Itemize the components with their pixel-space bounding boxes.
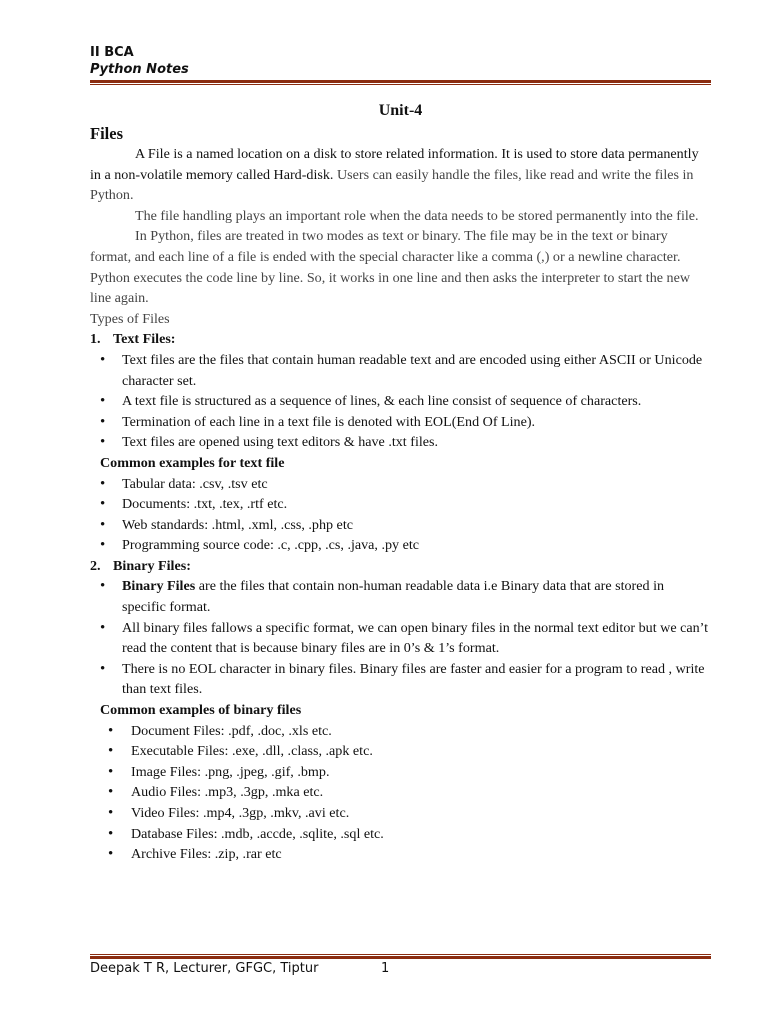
text-files-points: [90, 350, 711, 453]
list-item: • Document Files: .pdf, .doc, .xls etc.: [90, 721, 711, 742]
list-item: • Programming source code: .c, .cpp, .cs, .java, .py etc: [90, 535, 711, 556]
list-item: • Web standards: .html, .xml, .css, .php etc: [90, 515, 711, 536]
intro-text: A File is a named location on a disk to store related information. It is used to store data permanently in a non-volatile memory called Hard-disk.: [90, 146, 699, 183]
text-files-heading: [90, 329, 711, 350]
text-examples-list: [90, 474, 711, 556]
header-subject: Python Notes: [90, 62, 189, 77]
list-item: • Image Files: .png, .jpeg, .gif, .bmp.: [90, 762, 711, 783]
footer-rule: [90, 954, 711, 959]
text-files-title: Text Files:: [113, 331, 176, 348]
binary-files-title: Binary Files:: [113, 557, 191, 574]
binary-examples-list: [90, 721, 711, 865]
list-item: • Video Files: .mp4, .3gp, .mkv, .avi etc.: [90, 803, 711, 824]
list-item: • Database Files: .mdb, .accde, .sqlite, .sql etc.: [90, 824, 711, 845]
list-item: • Tabular data: .csv, .tsv etc: [90, 474, 711, 495]
types-heading: Types of Files: [90, 310, 170, 327]
list-item: • There is no EOL character in binary files. Binary files are faster and easier for a program to read , write than text files.: [90, 659, 711, 700]
list-item: • Audio Files: .mp3, .3gp, .mka etc.: [90, 782, 711, 803]
binary-files-points: [90, 576, 711, 700]
binary-files-definition: are the files that contain non-human readable data i.e Binary data that are stored in specific format.: [122, 578, 665, 616]
header-course: II BCA: [90, 45, 134, 60]
binary-files-number: 2.: [90, 557, 101, 574]
intro-paragraph: [90, 144, 711, 206]
footer-author: Deepak T R, Lecturer, GFGC, Tiptur: [90, 961, 319, 976]
section-title: Files: [90, 124, 123, 143]
list-item: • Text files are the files that contain human readable text and are encoded using either ASCII or Unicode character set.: [90, 350, 711, 391]
list-item: • A text file is structured as a sequence of lines, & each line consist of sequence of characters.: [90, 391, 711, 412]
modes-paragraph: In Python, files are treated in two modes as text or binary. The file may be in the text or binary format, and each line of a file is ended with the special character like a comma (,) or a newline character. Python executes the code line by line. So, it works in one line and then asks the interpreter to start the new line again.: [90, 228, 691, 307]
text-files-number: 1.: [90, 331, 101, 348]
page-body: [90, 0, 711, 865]
intro-text-light: Users can easily handle the files, like read and write the files in Python.: [90, 166, 694, 204]
binary-files-term: Binary Files: [122, 578, 196, 595]
unit-title: Unit-4: [378, 102, 423, 119]
footer: [90, 961, 390, 977]
list-item: [90, 576, 711, 617]
list-item: • Documents: .txt, .tex, .rtf etc.: [90, 494, 711, 515]
page-number: 1: [381, 961, 390, 976]
list-item: • Text files are opened using text editors & have .txt files.: [90, 432, 711, 453]
file-handling-paragraph: The file handling plays an important role when the data needs to be stored permanently into the file.: [135, 207, 699, 224]
list-item: • Archive Files: .zip, .rar etc: [90, 844, 711, 865]
text-examples-title: Common examples for text file: [100, 454, 285, 471]
list-item: • Termination of each line in a text file is denoted with EOL(End Of Line).: [90, 412, 711, 433]
binary-examples-title: Common examples of binary files: [100, 702, 302, 719]
list-item: • All binary files fallows a specific format, we can open binary files in the normal text editor but we can’t read the content that is because binary files are in 0’s & 1’s format.: [90, 618, 711, 659]
binary-files-heading: [90, 556, 711, 577]
list-item: • Executable Files: .exe, .dll, .class, .apk etc.: [90, 741, 711, 762]
